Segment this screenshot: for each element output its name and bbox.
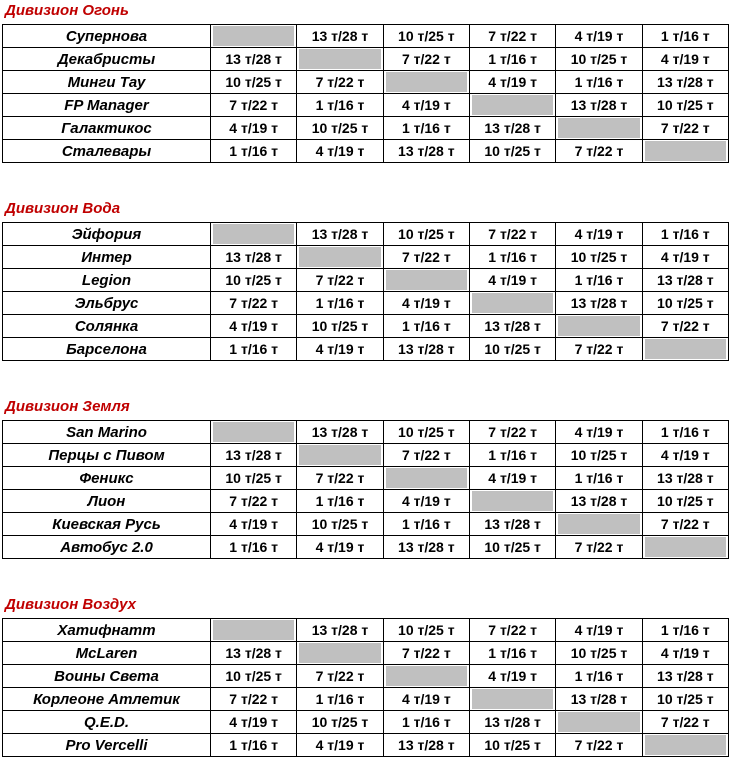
- table-row: [3, 536, 729, 559]
- table-row: [3, 444, 729, 467]
- round-cell: 1 т/16 т: [556, 71, 642, 94]
- table-row: [3, 292, 729, 315]
- round-cell: 10 т/25 т: [211, 269, 297, 292]
- round-cell: 1 т/16 т: [297, 490, 383, 513]
- round-cell: 4 т/19 т: [469, 665, 555, 688]
- empty-cell: [469, 490, 555, 513]
- team-name-cell: Минги Тау: [3, 71, 211, 94]
- round-cell: 13 т/28 т: [211, 48, 297, 71]
- round-cell: 10 т/25 т: [211, 467, 297, 490]
- empty-cell-shade: [213, 26, 294, 46]
- round-cell: 10 т/25 т: [642, 292, 728, 315]
- round-cell: 7 т/22 т: [469, 421, 555, 444]
- round-cell: 10 т/25 т: [297, 711, 383, 734]
- empty-cell: [211, 421, 297, 444]
- round-cell: 4 т/19 т: [211, 117, 297, 140]
- round-cell: 4 т/19 т: [211, 513, 297, 536]
- table-row: [3, 421, 729, 444]
- empty-cell-shade: [299, 247, 380, 267]
- round-cell: 13 т/28 т: [469, 513, 555, 536]
- team-name-cell: Барселона: [3, 338, 211, 361]
- empty-cell-shade: [472, 491, 553, 511]
- table-row: [3, 619, 729, 642]
- round-cell: 13 т/28 т: [642, 71, 728, 94]
- empty-cell-shade: [558, 118, 639, 138]
- round-cell: 4 т/19 т: [556, 619, 642, 642]
- division-title: Дивизион Воздух: [5, 596, 137, 613]
- table-row: [3, 117, 729, 140]
- schedule-table: [2, 24, 729, 163]
- table-row: [3, 490, 729, 513]
- round-cell: 10 т/25 т: [211, 71, 297, 94]
- empty-cell-shade: [472, 293, 553, 313]
- table-row: [3, 269, 729, 292]
- empty-cell: [469, 94, 555, 117]
- team-name-cell: McLaren: [3, 642, 211, 665]
- division-title: Дивизион Земля: [5, 398, 130, 415]
- round-cell: 1 т/16 т: [642, 421, 728, 444]
- team-name-cell: Эльбрус: [3, 292, 211, 315]
- round-cell: 1 т/16 т: [297, 292, 383, 315]
- round-cell: 10 т/25 т: [556, 444, 642, 467]
- round-cell: 7 т/22 т: [556, 536, 642, 559]
- empty-cell: [297, 48, 383, 71]
- round-cell: 4 т/19 т: [297, 536, 383, 559]
- empty-cell: [383, 269, 469, 292]
- table-row: [3, 711, 729, 734]
- round-cell: 7 т/22 т: [211, 490, 297, 513]
- empty-cell-shade: [472, 689, 553, 709]
- round-cell: 1 т/16 т: [383, 315, 469, 338]
- empty-cell-shade: [645, 537, 726, 557]
- round-cell: 10 т/25 т: [556, 48, 642, 71]
- table-row: [3, 642, 729, 665]
- empty-cell-shade: [558, 712, 639, 732]
- round-cell: 10 т/25 т: [469, 734, 555, 757]
- team-name-cell: Эйфория: [3, 223, 211, 246]
- round-cell: 4 т/19 т: [383, 292, 469, 315]
- round-cell: 13 т/28 т: [383, 140, 469, 163]
- round-cell: 10 т/25 т: [556, 246, 642, 269]
- empty-cell: [297, 444, 383, 467]
- empty-cell-shade: [213, 422, 294, 442]
- round-cell: 4 т/19 т: [556, 223, 642, 246]
- round-cell: 7 т/22 т: [469, 223, 555, 246]
- empty-cell: [211, 619, 297, 642]
- round-cell: 13 т/28 т: [383, 734, 469, 757]
- table-row: [3, 246, 729, 269]
- round-cell: 1 т/16 т: [383, 117, 469, 140]
- empty-cell: [642, 140, 728, 163]
- empty-cell-shade: [386, 666, 467, 686]
- round-cell: 4 т/19 т: [469, 467, 555, 490]
- table-row: [3, 315, 729, 338]
- round-cell: 7 т/22 т: [642, 315, 728, 338]
- round-cell: 13 т/28 т: [556, 688, 642, 711]
- round-cell: 7 т/22 т: [556, 734, 642, 757]
- round-cell: 13 т/28 т: [556, 94, 642, 117]
- team-name-cell: Автобус 2.0: [3, 536, 211, 559]
- table-row: [3, 688, 729, 711]
- round-cell: 7 т/22 т: [211, 94, 297, 117]
- round-cell: 1 т/16 т: [556, 665, 642, 688]
- round-cell: 1 т/16 т: [642, 25, 728, 48]
- team-name-cell: Хатифнатт: [3, 619, 211, 642]
- round-cell: 1 т/16 т: [556, 467, 642, 490]
- table-row: [3, 513, 729, 536]
- empty-cell: [556, 513, 642, 536]
- round-cell: 13 т/28 т: [642, 665, 728, 688]
- team-name-cell: Корлеоне Атлетик: [3, 688, 211, 711]
- round-cell: 4 т/19 т: [556, 421, 642, 444]
- team-name-cell: Феникс: [3, 467, 211, 490]
- round-cell: 7 т/22 т: [297, 71, 383, 94]
- empty-cell: [383, 71, 469, 94]
- table-row: [3, 338, 729, 361]
- empty-cell-shade: [645, 735, 726, 755]
- division-title: Дивизион Огонь: [5, 2, 129, 19]
- empty-cell-shade: [558, 316, 639, 336]
- round-cell: 13 т/28 т: [211, 246, 297, 269]
- empty-cell-shade: [213, 224, 294, 244]
- round-cell: 10 т/25 т: [297, 315, 383, 338]
- round-cell: 4 т/19 т: [642, 444, 728, 467]
- round-cell: 4 т/19 т: [642, 246, 728, 269]
- round-cell: 7 т/22 т: [383, 246, 469, 269]
- round-cell: 10 т/25 т: [556, 642, 642, 665]
- round-cell: 13 т/28 т: [642, 467, 728, 490]
- round-cell: 13 т/28 т: [469, 117, 555, 140]
- round-cell: 10 т/25 т: [383, 619, 469, 642]
- empty-cell: [297, 642, 383, 665]
- round-cell: 7 т/22 т: [211, 292, 297, 315]
- table-row: [3, 94, 729, 117]
- round-cell: 13 т/28 т: [211, 642, 297, 665]
- round-cell: 7 т/22 т: [297, 269, 383, 292]
- empty-cell: [642, 734, 728, 757]
- round-cell: 4 т/19 т: [297, 140, 383, 163]
- team-name-cell: Воины Света: [3, 665, 211, 688]
- round-cell: 10 т/25 т: [469, 536, 555, 559]
- table-row: [3, 223, 729, 246]
- empty-cell: [469, 292, 555, 315]
- round-cell: 4 т/19 т: [211, 711, 297, 734]
- round-cell: 7 т/22 т: [383, 444, 469, 467]
- round-cell: 4 т/19 т: [383, 490, 469, 513]
- round-cell: 10 т/25 т: [642, 688, 728, 711]
- round-cell: 13 т/28 т: [297, 223, 383, 246]
- round-cell: 7 т/22 т: [469, 619, 555, 642]
- round-cell: 10 т/25 т: [297, 117, 383, 140]
- round-cell: 7 т/22 т: [383, 642, 469, 665]
- empty-cell-shade: [645, 339, 726, 359]
- round-cell: 1 т/16 т: [211, 734, 297, 757]
- table-row: [3, 71, 729, 94]
- team-name-cell: Перцы с Пивом: [3, 444, 211, 467]
- team-name-cell: Pro Vercelli: [3, 734, 211, 757]
- round-cell: 7 т/22 т: [642, 711, 728, 734]
- empty-cell: [556, 315, 642, 338]
- team-name-cell: Солянка: [3, 315, 211, 338]
- round-cell: 13 т/28 т: [383, 338, 469, 361]
- round-cell: 4 т/19 т: [556, 25, 642, 48]
- round-cell: 7 т/22 т: [642, 513, 728, 536]
- round-cell: 4 т/19 т: [383, 688, 469, 711]
- table-row: [3, 25, 729, 48]
- round-cell: 13 т/28 т: [297, 619, 383, 642]
- empty-cell: [556, 117, 642, 140]
- schedule-table: [2, 420, 729, 559]
- round-cell: 4 т/19 т: [642, 48, 728, 71]
- round-cell: 10 т/25 т: [383, 25, 469, 48]
- round-cell: 7 т/22 т: [383, 48, 469, 71]
- empty-cell-shade: [299, 49, 380, 69]
- round-cell: 10 т/25 т: [383, 421, 469, 444]
- round-cell: 1 т/16 т: [297, 94, 383, 117]
- team-name-cell: FP Manager: [3, 94, 211, 117]
- empty-cell: [383, 665, 469, 688]
- round-cell: 1 т/16 т: [469, 246, 555, 269]
- round-cell: 1 т/16 т: [469, 48, 555, 71]
- round-cell: 4 т/19 т: [469, 269, 555, 292]
- round-cell: 10 т/25 т: [642, 490, 728, 513]
- schedule-table: [2, 222, 729, 361]
- round-cell: 7 т/22 т: [642, 117, 728, 140]
- empty-cell: [469, 688, 555, 711]
- team-name-cell: Супернова: [3, 25, 211, 48]
- team-name-cell: Q.E.D.: [3, 711, 211, 734]
- empty-cell-shade: [299, 445, 380, 465]
- round-cell: 7 т/22 т: [297, 665, 383, 688]
- empty-cell-shade: [472, 95, 553, 115]
- empty-cell-shade: [558, 514, 639, 534]
- round-cell: 13 т/28 т: [642, 269, 728, 292]
- team-name-cell: Сталевары: [3, 140, 211, 163]
- round-cell: 1 т/16 т: [469, 642, 555, 665]
- team-name-cell: San Marino: [3, 421, 211, 444]
- round-cell: 4 т/19 т: [383, 94, 469, 117]
- round-cell: 1 т/16 т: [211, 140, 297, 163]
- round-cell: 10 т/25 т: [383, 223, 469, 246]
- empty-cell: [211, 25, 297, 48]
- table-row: [3, 140, 729, 163]
- table-row: [3, 467, 729, 490]
- round-cell: 13 т/28 т: [297, 25, 383, 48]
- table-row: [3, 48, 729, 71]
- round-cell: 4 т/19 т: [642, 642, 728, 665]
- round-cell: 7 т/22 т: [556, 338, 642, 361]
- round-cell: 1 т/16 т: [211, 536, 297, 559]
- round-cell: 13 т/28 т: [556, 292, 642, 315]
- empty-cell: [642, 536, 728, 559]
- team-name-cell: Галактикос: [3, 117, 211, 140]
- division-title: Дивизион Вода: [5, 200, 121, 217]
- empty-cell-shade: [213, 620, 294, 640]
- round-cell: 4 т/19 т: [211, 315, 297, 338]
- round-cell: 13 т/28 т: [297, 421, 383, 444]
- empty-cell: [383, 467, 469, 490]
- team-name-cell: Киевская Русь: [3, 513, 211, 536]
- round-cell: 1 т/16 т: [383, 711, 469, 734]
- round-cell: 1 т/16 т: [211, 338, 297, 361]
- schedule-table: [2, 618, 729, 757]
- empty-cell: [642, 338, 728, 361]
- round-cell: 7 т/22 т: [297, 467, 383, 490]
- round-cell: 7 т/22 т: [211, 688, 297, 711]
- round-cell: 10 т/25 т: [211, 665, 297, 688]
- round-cell: 10 т/25 т: [469, 140, 555, 163]
- table-row: [3, 665, 729, 688]
- team-name-cell: Лион: [3, 490, 211, 513]
- empty-cell: [211, 223, 297, 246]
- empty-cell-shade: [386, 270, 467, 290]
- round-cell: 4 т/19 т: [469, 71, 555, 94]
- round-cell: 1 т/16 т: [383, 513, 469, 536]
- empty-cell: [297, 246, 383, 269]
- round-cell: 10 т/25 т: [469, 338, 555, 361]
- round-cell: 4 т/19 т: [297, 338, 383, 361]
- round-cell: 13 т/28 т: [469, 315, 555, 338]
- team-name-cell: Legion: [3, 269, 211, 292]
- round-cell: 13 т/28 т: [383, 536, 469, 559]
- empty-cell-shade: [645, 141, 726, 161]
- round-cell: 7 т/22 т: [469, 25, 555, 48]
- round-cell: 13 т/28 т: [211, 444, 297, 467]
- round-cell: 1 т/16 т: [642, 619, 728, 642]
- round-cell: 10 т/25 т: [297, 513, 383, 536]
- team-name-cell: Декабристы: [3, 48, 211, 71]
- round-cell: 13 т/28 т: [556, 490, 642, 513]
- empty-cell: [556, 711, 642, 734]
- empty-cell-shade: [386, 468, 467, 488]
- empty-cell-shade: [299, 643, 380, 663]
- round-cell: 1 т/16 т: [469, 444, 555, 467]
- table-row: [3, 734, 729, 757]
- round-cell: 10 т/25 т: [642, 94, 728, 117]
- round-cell: 1 т/16 т: [297, 688, 383, 711]
- round-cell: 4 т/19 т: [297, 734, 383, 757]
- round-cell: 13 т/28 т: [469, 711, 555, 734]
- team-name-cell: Интер: [3, 246, 211, 269]
- empty-cell-shade: [386, 72, 467, 92]
- round-cell: 1 т/16 т: [642, 223, 728, 246]
- round-cell: 7 т/22 т: [556, 140, 642, 163]
- round-cell: 1 т/16 т: [556, 269, 642, 292]
